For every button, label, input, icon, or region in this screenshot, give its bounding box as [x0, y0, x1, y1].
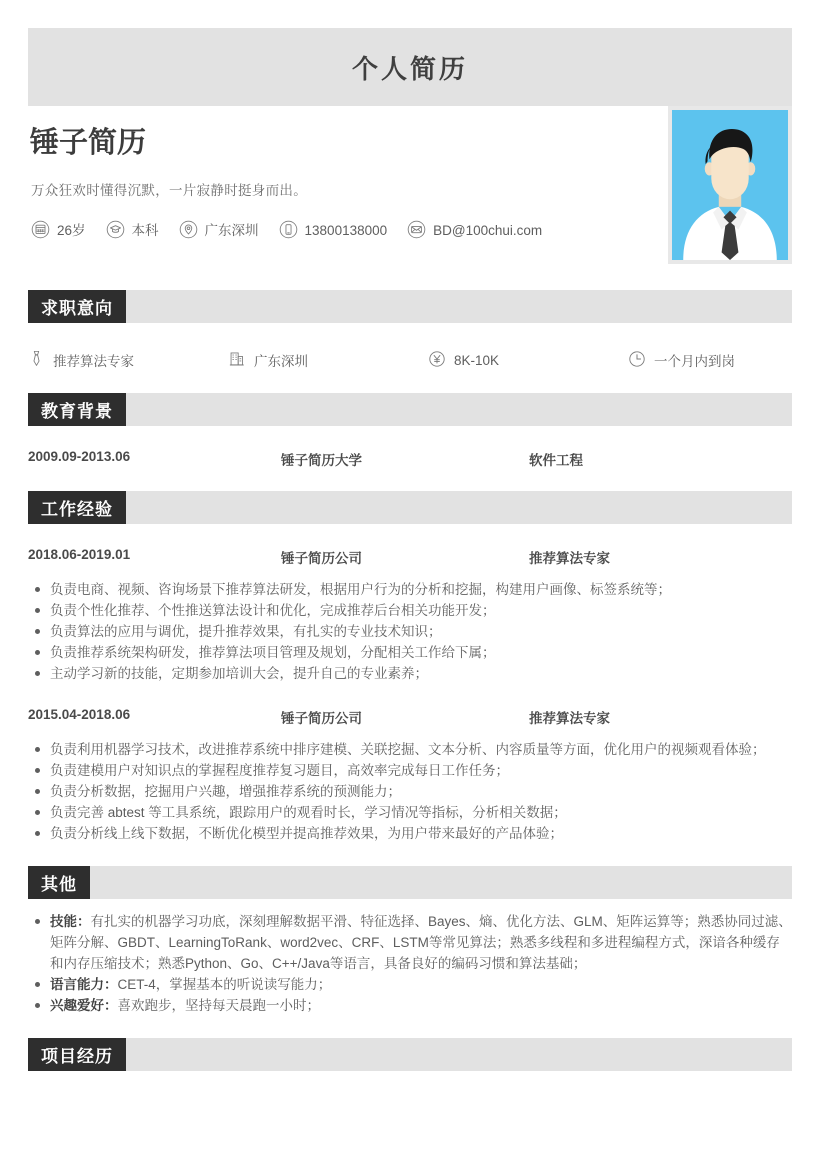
section-header-other — [28, 866, 792, 899]
work-company: 锤子简历公司 — [281, 551, 362, 566]
section-header-work-experience — [28, 491, 792, 524]
work-record-header — [28, 547, 792, 567]
intention-location — [228, 349, 428, 371]
section-title-work-experience: 工作经验 — [28, 491, 126, 524]
list-item: 负责完善 abtest 等工具系统，跟踪用户的观看时长，学习情况等指标，分析相关数据； — [28, 802, 792, 823]
other-text: 喜欢跑步，坚持每天晨跑一小时； — [117, 998, 320, 1013]
info-item-phone — [279, 220, 388, 242]
intention-position-text: 推荐算法专家 — [53, 354, 134, 369]
info-item-education — [106, 220, 159, 242]
intention-salary — [428, 349, 628, 371]
info-value-phone: 13800138000 — [304, 223, 388, 239]
profile-details — [28, 128, 628, 242]
section-header-project-experience — [28, 1038, 792, 1071]
page-title: 个人简历 — [351, 53, 468, 84]
work-company: 锤子简历公司 — [281, 711, 362, 726]
contact-info-row — [31, 220, 628, 242]
section-header-education — [28, 393, 792, 426]
section-title-education: 教育背景 — [28, 393, 126, 426]
work-record — [28, 547, 792, 684]
list-item: 负责分析线上线下数据，不断优化模型并提高推荐效果，为用户带来最好的产品体验； — [28, 823, 792, 844]
list-item: 负责建模用户对知识点的掌握程度推荐复习题目，高效率完成每日工作任务； — [28, 760, 792, 781]
work-record-header — [28, 707, 792, 727]
intention-availability — [628, 349, 820, 371]
yen-icon — [428, 350, 446, 371]
intention-location-text: 广东深圳 — [254, 354, 308, 369]
section-title-project-experience: 项目经历 — [28, 1038, 126, 1071]
clock-icon — [628, 350, 646, 371]
list-item: 负责个性化推荐、个性推送算法设计和优化，完成推荐后台相关功能开发； — [28, 600, 792, 621]
other-label: 技能： — [50, 914, 91, 929]
profile-block — [28, 106, 792, 268]
job-intention-row — [28, 349, 792, 371]
section-header-job-intention — [28, 290, 792, 323]
work-period: 2018.06-2019.01 — [28, 547, 131, 562]
phone-icon — [279, 220, 298, 242]
envelope-icon — [407, 220, 426, 242]
info-item-email — [407, 220, 542, 242]
other-label: 语言能力： — [50, 977, 118, 992]
work-record — [28, 707, 792, 844]
intention-availability-text: 一个月内到岗 — [654, 354, 735, 369]
education-major: 软件工程 — [529, 453, 583, 468]
avatar — [668, 106, 792, 264]
work-duty-list — [28, 579, 792, 684]
info-item-location — [179, 220, 259, 242]
candidate-tagline: 万众狂欢时懂得沉默，一片寂静时挺身而出。 — [31, 182, 307, 198]
calendar-icon — [31, 220, 50, 242]
candidate-name: 锤子简历 — [30, 127, 147, 159]
education-record — [28, 449, 792, 469]
necktie-icon — [28, 349, 45, 371]
education-school: 锤子简历大学 — [281, 453, 362, 468]
section-body-education — [28, 449, 792, 469]
building-icon — [228, 349, 246, 371]
intention-salary-text: 8K-10K — [454, 352, 500, 368]
info-value-age: 26岁 — [57, 223, 86, 239]
list-item: 负责电商、视频、咨询场景下推荐算法研发，根据用户行为的分析和挖掘，构建用户画像、标签系统等； — [28, 579, 792, 600]
list-item — [28, 911, 792, 974]
section-body-work-experience — [28, 547, 792, 844]
info-value-location: 广东深圳 — [204, 223, 259, 239]
other-text: CET-4，掌握基本的听说读写能力； — [117, 977, 332, 992]
list-item: 负责分析数据，挖掘用户兴趣，增强推荐系统的预测能力； — [28, 781, 792, 802]
section-title-other: 其他 — [28, 866, 90, 899]
info-value-education: 本科 — [131, 223, 159, 239]
list-item: 负责算法的应用与调优，提升推荐效果，有扎实的专业技术知识； — [28, 621, 792, 642]
section-body-job-intention — [28, 349, 792, 371]
info-item-age — [31, 220, 86, 242]
section-body-other — [28, 911, 792, 1016]
other-label: 兴趣爱好： — [50, 998, 118, 1013]
location-pin-icon — [179, 220, 198, 242]
graduation-cap-icon — [106, 220, 125, 242]
info-value-email: BD@100chui.com — [433, 223, 543, 239]
list-item: 负责利用机器学习技术，改进推荐系统中排序建模、关联挖掘、文本分析、内容质量等方面，优化用户的视频观看体验； — [28, 739, 792, 760]
intention-position — [28, 349, 228, 371]
work-position: 推荐算法专家 — [529, 551, 610, 566]
work-period: 2015.04-2018.06 — [28, 707, 131, 722]
avatar-illustration — [672, 110, 788, 260]
education-period: 2009.09-2013.06 — [28, 449, 131, 464]
section-title-job-intention: 求职意向 — [28, 290, 126, 323]
work-duty-list — [28, 739, 792, 844]
list-item: 负责推荐系统架构研发，推荐算法项目管理及规划，分配相关工作给下属； — [28, 642, 792, 663]
work-position: 推荐算法专家 — [529, 711, 610, 726]
list-item — [28, 995, 792, 1016]
other-list — [28, 911, 792, 1016]
other-text: 有扎实的机器学习功底，深刻理解数据平滑、特征选择、Bayes、熵、优化方法、GLM、矩阵运算等；熟悉协同过滤、矩阵分解、GBDT、LearningToRank、word2vec、CRF、LSTM等常见算法；熟悉多线程和多进程编程方式，深谙各种缓存和内存压缩技术；熟悉Python、Go、C++/Java等语言，具备良好的编码习惯和算法基础； — [50, 914, 792, 971]
document-title-banner — [28, 28, 792, 106]
list-item: 主动学习新的技能，定期参加培训大会，提升自己的专业素养； — [28, 663, 792, 684]
list-item — [28, 974, 792, 995]
